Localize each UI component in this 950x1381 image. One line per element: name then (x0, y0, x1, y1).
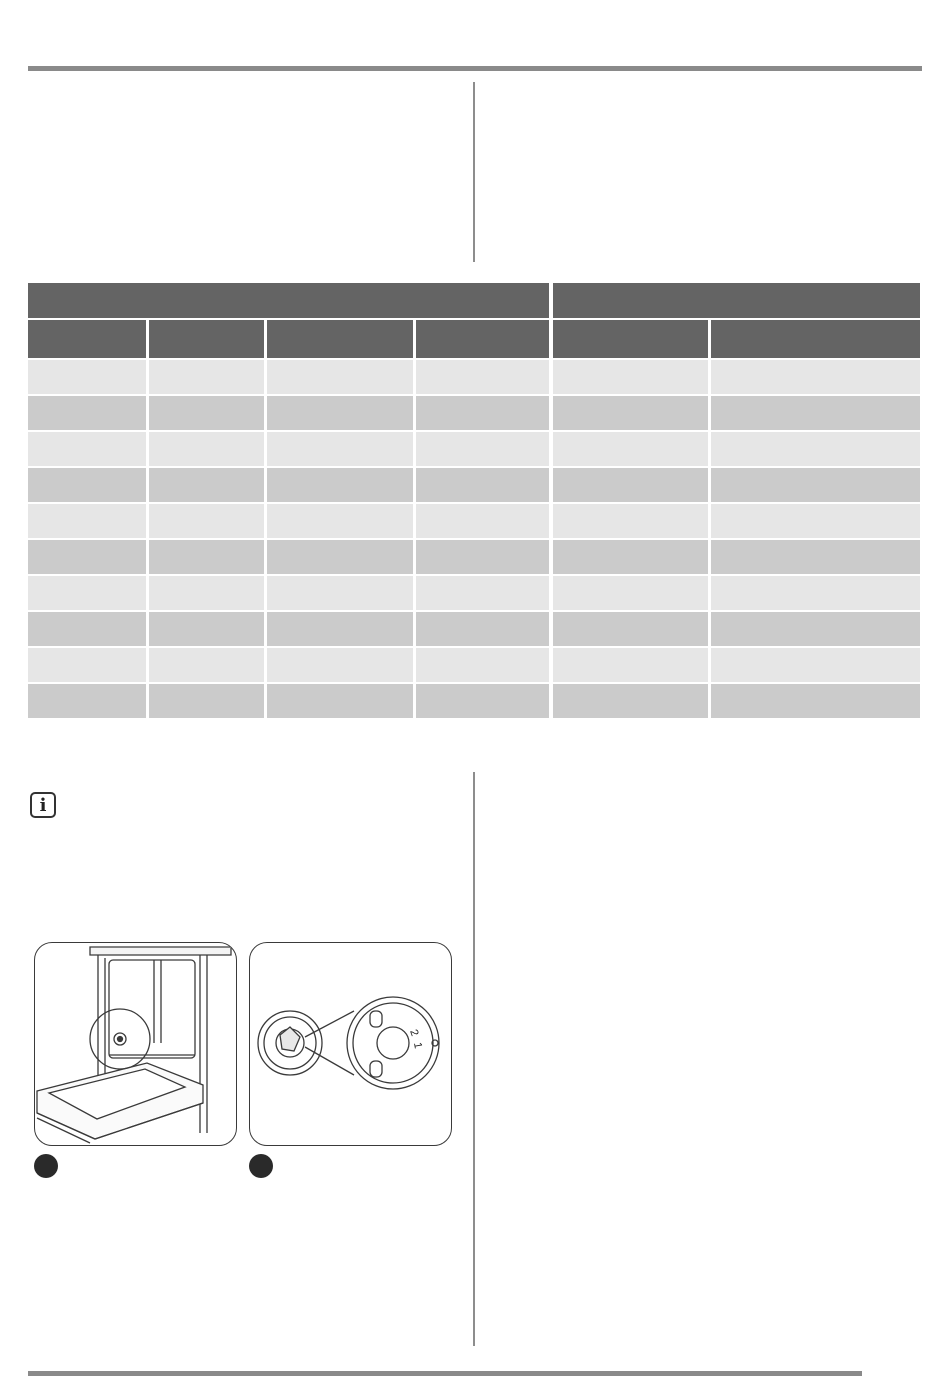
table-cell (149, 360, 264, 394)
table-cell (149, 576, 264, 610)
table-cell (28, 504, 146, 538)
table-cell (711, 684, 920, 718)
table-cell (416, 540, 549, 574)
figure-number-badge (249, 1154, 273, 1178)
table-row (28, 360, 920, 394)
table-cell (711, 396, 920, 430)
table-group-header-left (28, 283, 549, 318)
table-cell (28, 576, 146, 610)
table-column-header-row (28, 320, 920, 358)
dial-mark-1: 1 (411, 1041, 424, 1050)
table-cell (149, 540, 264, 574)
table-row (28, 648, 920, 682)
table-cell (416, 468, 549, 502)
table-row (28, 468, 920, 502)
water-hardness-table (28, 283, 920, 722)
figure-number-badge (34, 1154, 58, 1178)
table-column-header (711, 320, 920, 358)
table-row (28, 432, 920, 466)
table-cell (267, 540, 413, 574)
bottom-rule (28, 1371, 862, 1376)
table-row (28, 684, 920, 718)
table-cell (553, 540, 708, 574)
table-cell (28, 432, 146, 466)
table-cell (711, 432, 920, 466)
table-cell (267, 612, 413, 646)
table-cell (553, 684, 708, 718)
table-cell (553, 468, 708, 502)
table-row (28, 576, 920, 610)
table-cell (711, 504, 920, 538)
table-column-header (416, 320, 549, 358)
table-cell (416, 684, 549, 718)
regeneration-dial-illustration (249, 942, 452, 1146)
table-cell (553, 504, 708, 538)
table-column-header (267, 320, 413, 358)
table-row (28, 504, 920, 538)
table-cell (416, 432, 549, 466)
table-cell (28, 468, 146, 502)
table-cell (416, 576, 549, 610)
table-cell (149, 648, 264, 682)
table-row (28, 612, 920, 646)
table-cell (267, 360, 413, 394)
table-cell (28, 612, 146, 646)
dishwasher-open-door-illustration (34, 942, 237, 1146)
table-cell (416, 360, 549, 394)
table-column-header (553, 320, 708, 358)
table-cell (711, 540, 920, 574)
column-divider-upper (473, 82, 475, 262)
table-cell (149, 432, 264, 466)
dial-mark-2: 2 (407, 1027, 421, 1038)
table-cell (553, 360, 708, 394)
table-cell (267, 504, 413, 538)
table-cell (28, 684, 146, 718)
column-divider-lower (473, 772, 475, 1346)
table-cell (553, 612, 708, 646)
table-cell (416, 648, 549, 682)
table-cell (711, 576, 920, 610)
table-cell (149, 612, 264, 646)
table-group-header-right (553, 283, 920, 318)
table-cell (28, 648, 146, 682)
top-rule (28, 66, 922, 71)
table-cell (149, 396, 264, 430)
table-cell (416, 396, 549, 430)
table-cell (711, 612, 920, 646)
table-cell (149, 684, 264, 718)
table-cell (28, 396, 146, 430)
info-icon: i (30, 792, 56, 818)
table-cell (553, 432, 708, 466)
table-cell (416, 504, 549, 538)
table-cell (149, 504, 264, 538)
table-cell (416, 612, 549, 646)
table-cell (149, 468, 264, 502)
table-cell (28, 360, 146, 394)
table-row (28, 540, 920, 574)
table-cell (267, 576, 413, 610)
table-column-header (149, 320, 264, 358)
table-cell (711, 468, 920, 502)
table-cell (267, 396, 413, 430)
table-column-header (28, 320, 146, 358)
table-cell (711, 360, 920, 394)
table-cell (711, 648, 920, 682)
table-cell (553, 648, 708, 682)
table-cell (267, 684, 413, 718)
table-cell (553, 396, 708, 430)
table-cell (553, 576, 708, 610)
table-cell (28, 540, 146, 574)
table-row (28, 396, 920, 430)
table-cell (267, 648, 413, 682)
table-cell (267, 432, 413, 466)
table-cell (267, 468, 413, 502)
